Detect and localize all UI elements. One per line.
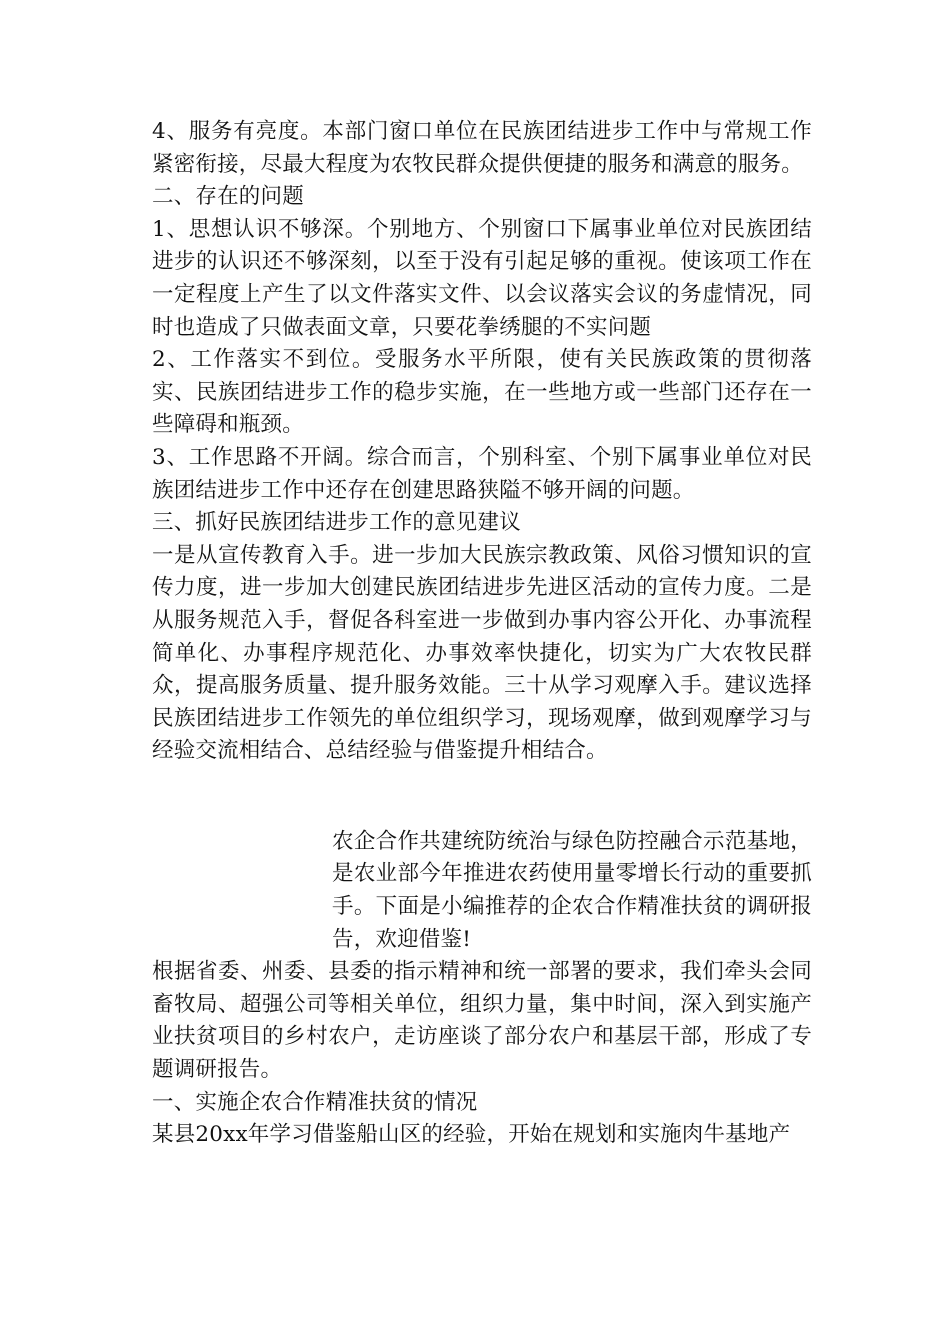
paragraph-service-brightness: 4、服务有亮度。本部门窗口单位在民族团结进步工作中与常规工作紧密衔接，尽最大程度为农牧民群众提供便捷的服务和满意的服务。 [152,119,812,177]
paragraph-research-background: 根据省委、州委、县委的指示精神和统一部署的要求，我们牵头会同畜牧局、超强公司等相关单位，组织力量，集中时间，深入到实施产业扶贫项目的乡村农户，走访座谈了部分农户和基层干部，形成了专题调研报告。 [152,959,812,1083]
heading-existing-problems: 二、存在的问题 [152,184,304,210]
paragraph-suggestions: 一是从宣传教育入手。进一步加大民族宗教政策、风俗习惯知识的宣传力度，进一步加大创建民族团结进步先进区活动的宣传力度。二是从服务规范入手，督促各科室进一步做到办事内容公开化、办事流程简单化、办事程序规范化、办事效率快捷化，切实为广大农牧民群众，提高服务质量、提升服务效能。三十从学习观摩入手。建议选择民族团结进步工作领先的单位组织学习，现场观摩，做到观摩学习与经验交流相结合、总结经验与借鉴提升相结合。 [152,542,812,764]
paragraph-county-experience: 某县20xx年学习借鉴船山区的经验，开始在规划和实施肉牛基地产 [152,1122,791,1148]
section-gap [144,768,812,826]
paragraph-awareness-problem: 1、思想认识不够深。个别地方、个别窗口下属事业单位对民族团结进步的认识还不够深刻，以至于没有引起足够的重视。使该项工作在一定程度上产生了以文件落实文件、以会议落实会议的务虚情况，同时也造成了只做表面文章，只要花拳绣腿的不实问题 [152,216,812,340]
heading-implementation-status: 一、实施企农合作精准扶贫的情况 [152,1089,478,1115]
heading-suggestions: 三、抓好民族团结进步工作的意见建议 [152,510,521,536]
document-body [144,116,812,1152]
paragraph-implementation-problem: 2、工作落实不到位。受服务水平所限，使有关民族政策的贯彻落实、民族团结进步工作的稳步实施，在一些地方或一些部门还存在一些障碍和瓶颈。 [152,347,812,438]
paragraph-thinking-problem: 3、工作思路不开阔。综合而言，个别科室、个别下属事业单位对民族团结进步工作中还存在创建思路狭隘不够开阔的问题。 [152,444,812,503]
paragraph-intro: 农企合作共建统防统治与绿色防控融合示范基地，是农业部今年推进农药使用量零增长行动的重要抓手。下面是小编推荐的企农合作精准扶贫的调研报告，欢迎借鉴! [332,828,812,952]
